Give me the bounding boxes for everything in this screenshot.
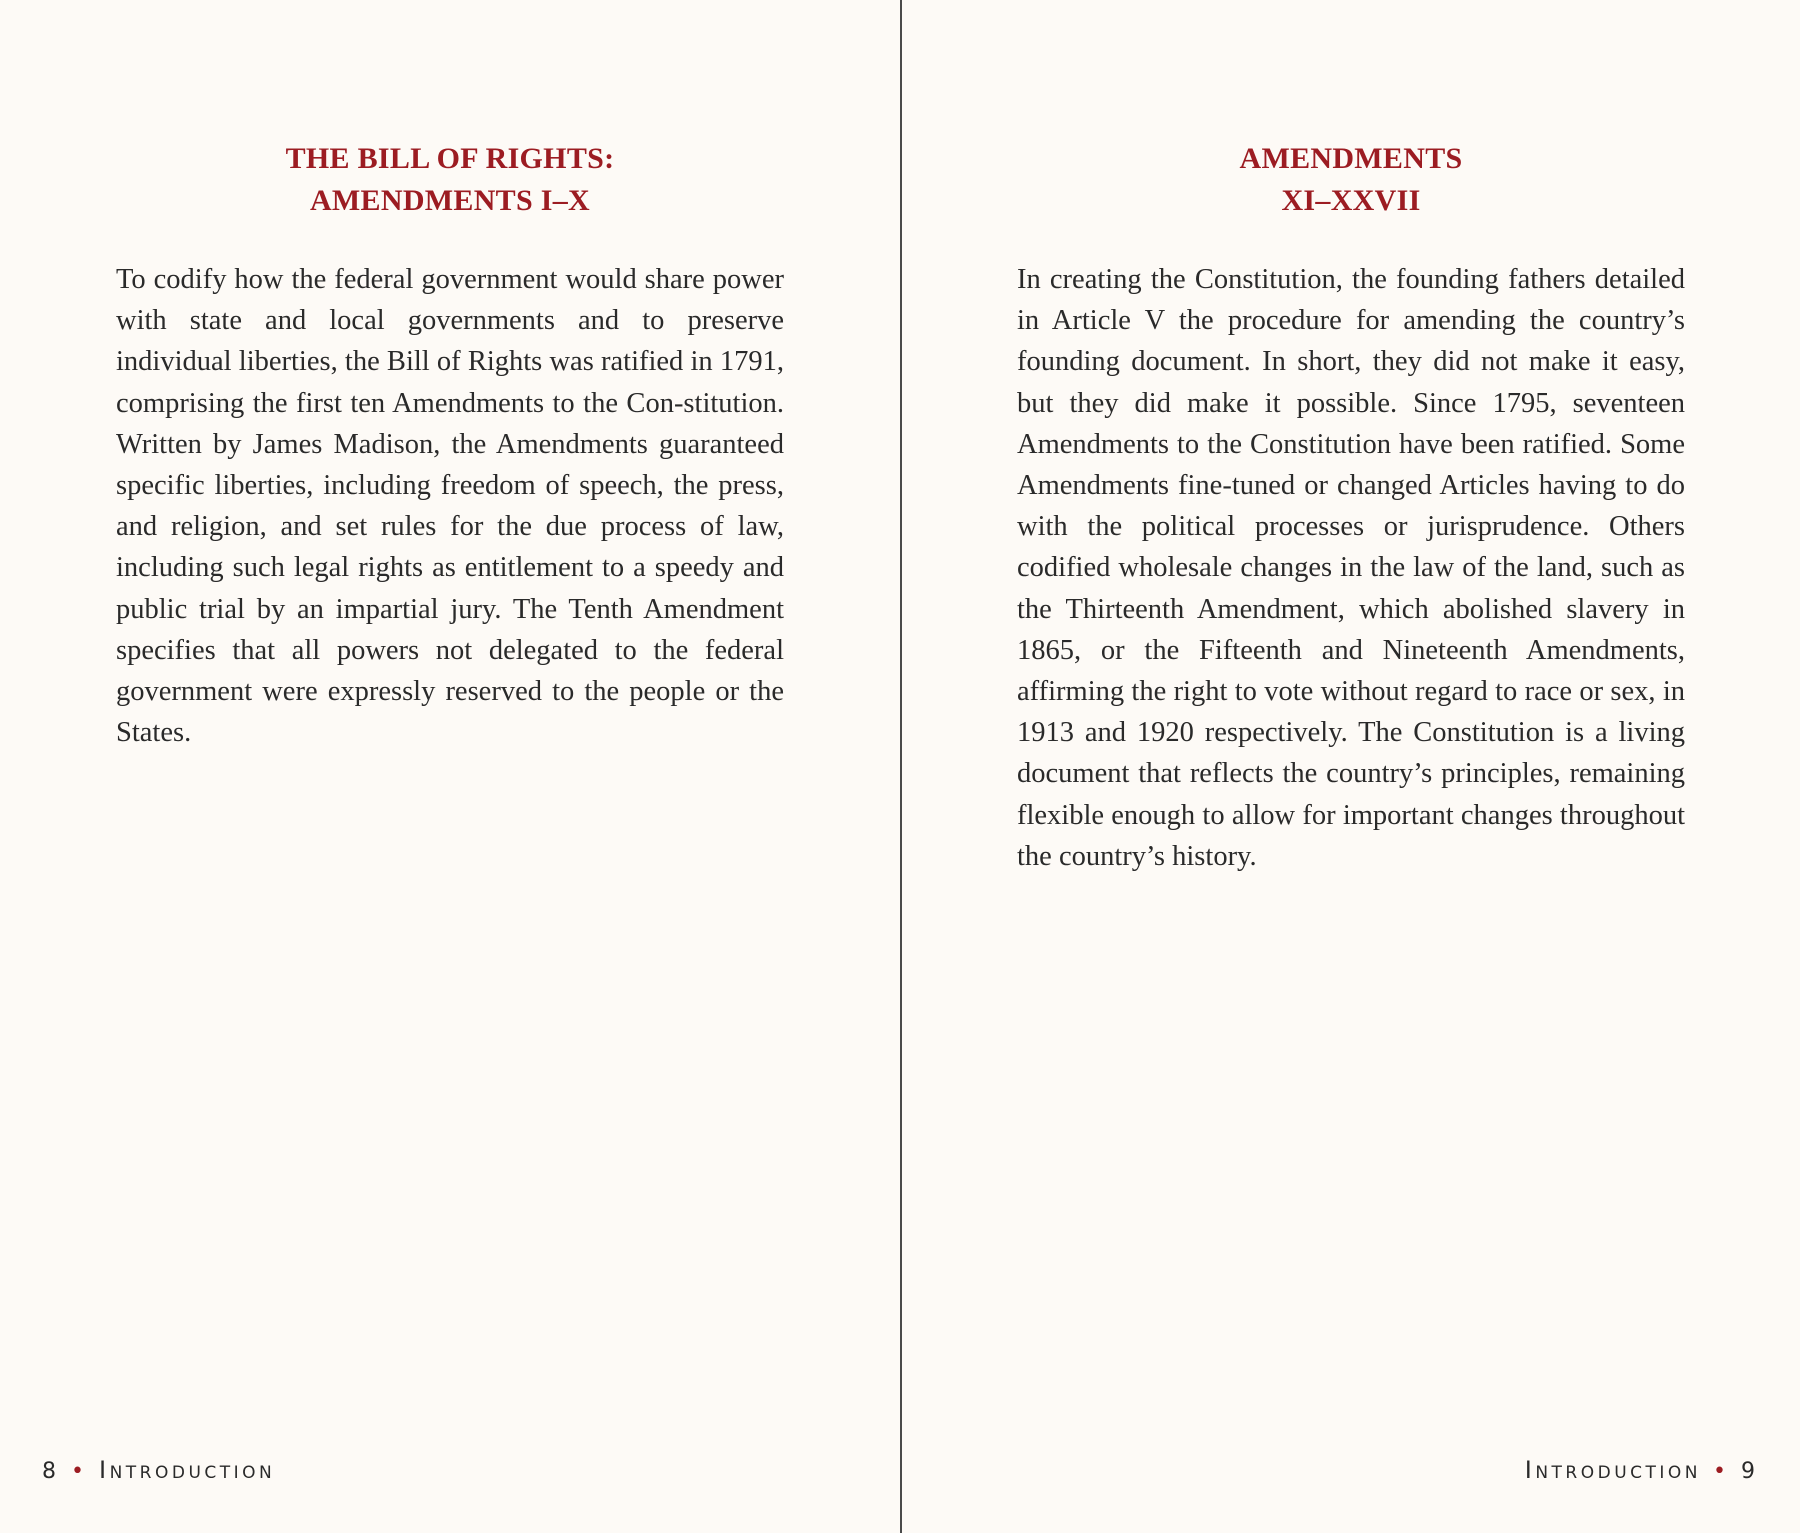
left-heading-line-1: THE BILL OF RIGHTS: (285, 142, 615, 175)
left-page-body: To codify how the federal government would share power with state and local governments and to preserve individual liberties, the Bill of Rights was ratified in 1791, comprising the first ten Amendments to the Con-stitution. Written by James Madison, the Amendments guaranteed specific liberties, including freedom of speech, the press, and religion, and set rules for the due process of law, including such legal rights as entitlement to a speedy and public trial by an impartial jury. The Tenth Amendment specifies that all powers not delegated to the federal government were expressly reserved to the people or the States. (116, 264, 784, 749)
footer-bullet: • (71, 1459, 87, 1484)
right-heading-line-2: XI–XXVII (1281, 184, 1421, 217)
left-page-heading (116, 138, 784, 222)
footer-bullet: • (1713, 1459, 1729, 1484)
right-page-heading (1017, 138, 1685, 222)
page-number: 9 (1741, 1459, 1758, 1484)
running-footer-section: Introduction (1524, 1456, 1702, 1484)
left-heading-line-2: AMENDMENTS I–X (309, 184, 591, 217)
right-page-footer (1525, 1456, 1758, 1484)
right-page (902, 0, 1800, 1533)
right-heading-line-1: AMENDMENTS (1239, 142, 1463, 175)
right-page-body: In creating the Constitution, the founding fathers detailed in Article V the procedure for amending the country’s founding document. In short, they did not make it easy, but they did make it possible. Since 1795, seventeen Amendments to the Constitution have been ratified. Some Amendments fine-tuned or changed Articles having to do with the political processes or jurisprudence. Others codified wholesale changes in the law of the land, such as the Thirteenth Amendment, which abolished slavery in 1865, or the Fifteenth and Nineteenth Amendments, affirming the right to vote without regard to race or sex, in 1913 and 1920 respectively. The Constitution is a living document that reflects the country’s principles, remaining flexible enough to allow for important changes throughout the country’s history. (1017, 264, 1685, 872)
page-number: 8 (42, 1459, 59, 1484)
running-footer-section: Introduction (98, 1456, 276, 1484)
left-page-footer (42, 1456, 275, 1484)
